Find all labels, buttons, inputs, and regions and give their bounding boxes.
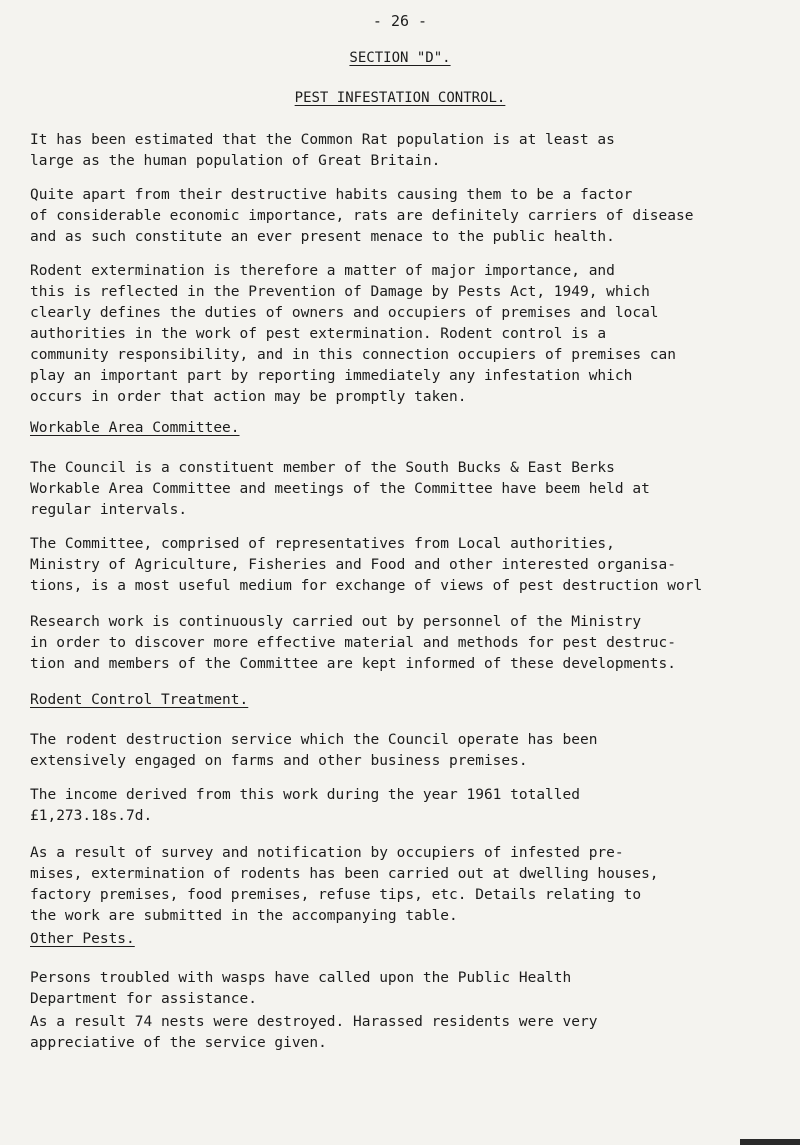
text-line: of considerable economic importance, rats are definitely carriers of disease: [30, 208, 694, 224]
text-line: £1,273.18s.7d.: [30, 808, 153, 824]
workable-area-paragraph-2: [30, 534, 800, 597]
page-title: [0, 90, 800, 106]
text-line: Ministry of Agriculture, Fisheries and Food and other interested organisa-: [30, 557, 677, 573]
other-pests-paragraph-1: [30, 968, 800, 1010]
intro-paragraph-1: [30, 130, 800, 172]
rodent-control-paragraph-1: [30, 730, 800, 772]
text-line: mises, extermination of rodents has been carried out at dwelling houses,: [30, 866, 659, 882]
text-line: The income derived from this work during the year 1961 totalled: [30, 787, 580, 803]
text-line: Persons troubled with wasps have called upon the Public Health: [30, 970, 572, 986]
text-line: Department for assistance.: [30, 991, 257, 1007]
workable-area-heading: Workable Area Committee.: [30, 420, 240, 436]
intro-paragraph-3: [30, 261, 800, 408]
other-pests-paragraph-2: [30, 1012, 800, 1054]
text-line: The Committee, comprised of representatives from Local authorities,: [30, 536, 615, 552]
text-line: community responsibility, and in this connection occupiers of premises can: [30, 347, 677, 363]
text-line: and as such constitute an ever present menace to the public health.: [30, 229, 615, 245]
rodent-control-heading: Rodent Control Treatment.: [30, 692, 249, 708]
page-title-text: PEST INFESTATION CONTROL.: [294, 90, 506, 106]
text-line: The Council is a constituent member of the South Bucks & East Berks: [30, 460, 615, 476]
text-line: large as the human population of Great Britain.: [30, 153, 441, 169]
text-line: tions, is a most useful medium for exchange of views of pest destruction worl: [30, 578, 703, 594]
text-line: play an important part by reporting immediately any infestation which: [30, 368, 633, 384]
text-line: Rodent extermination is therefore a matter of major importance, and: [30, 263, 615, 279]
text-line: As a result 74 nests were destroyed. Harassed residents were very: [30, 1014, 598, 1030]
rodent-control-paragraph-2: [30, 785, 800, 827]
text-line: occurs in order that action may be promptly taken.: [30, 389, 467, 405]
text-line: appreciative of the service given.: [30, 1035, 327, 1051]
rodent-control-paragraph-3: [30, 843, 800, 927]
page-number: - 26 -: [372, 12, 428, 30]
intro-paragraph-2: [30, 185, 800, 248]
text-line: factory premises, food premises, refuse tips, etc. Details relating to: [30, 887, 642, 903]
text-line: the work are submitted in the accompanying table.: [30, 908, 458, 924]
text-line: regular intervals.: [30, 502, 188, 518]
text-line: authorities in the work of pest extermination. Rodent control is a: [30, 326, 607, 342]
text-line: As a result of survey and notification by occupiers of infested pre-: [30, 845, 624, 861]
section-label: [0, 50, 800, 66]
text-line: It has been estimated that the Common Rat population is at least as: [30, 132, 615, 148]
section-label-text: SECTION "D".: [349, 50, 451, 66]
workable-area-paragraph-3: [30, 612, 800, 675]
text-line: extensively engaged on farms and other business premises.: [30, 753, 528, 769]
text-line: The rodent destruction service which the Council operate has been: [30, 732, 598, 748]
text-line: clearly defines the duties of owners and occupiers of premises and local: [30, 305, 659, 321]
text-line: tion and members of the Committee are kept informed of these developments.: [30, 656, 677, 672]
other-pests-heading: Other Pests.: [30, 931, 135, 947]
text-line: Research work is continuously carried out by personnel of the Ministry: [30, 614, 642, 630]
text-line: Quite apart from their destructive habits causing them to be a factor: [30, 187, 633, 203]
scan-edge-mark: [740, 1139, 800, 1145]
workable-area-paragraph-1: [30, 458, 800, 521]
text-line: Workable Area Committee and meetings of the Committee have beem held at: [30, 481, 650, 497]
text-line: this is reflected in the Prevention of Damage by Pests Act, 1949, which: [30, 284, 650, 300]
text-line: in order to discover more effective material and methods for pest destruc-: [30, 635, 677, 651]
